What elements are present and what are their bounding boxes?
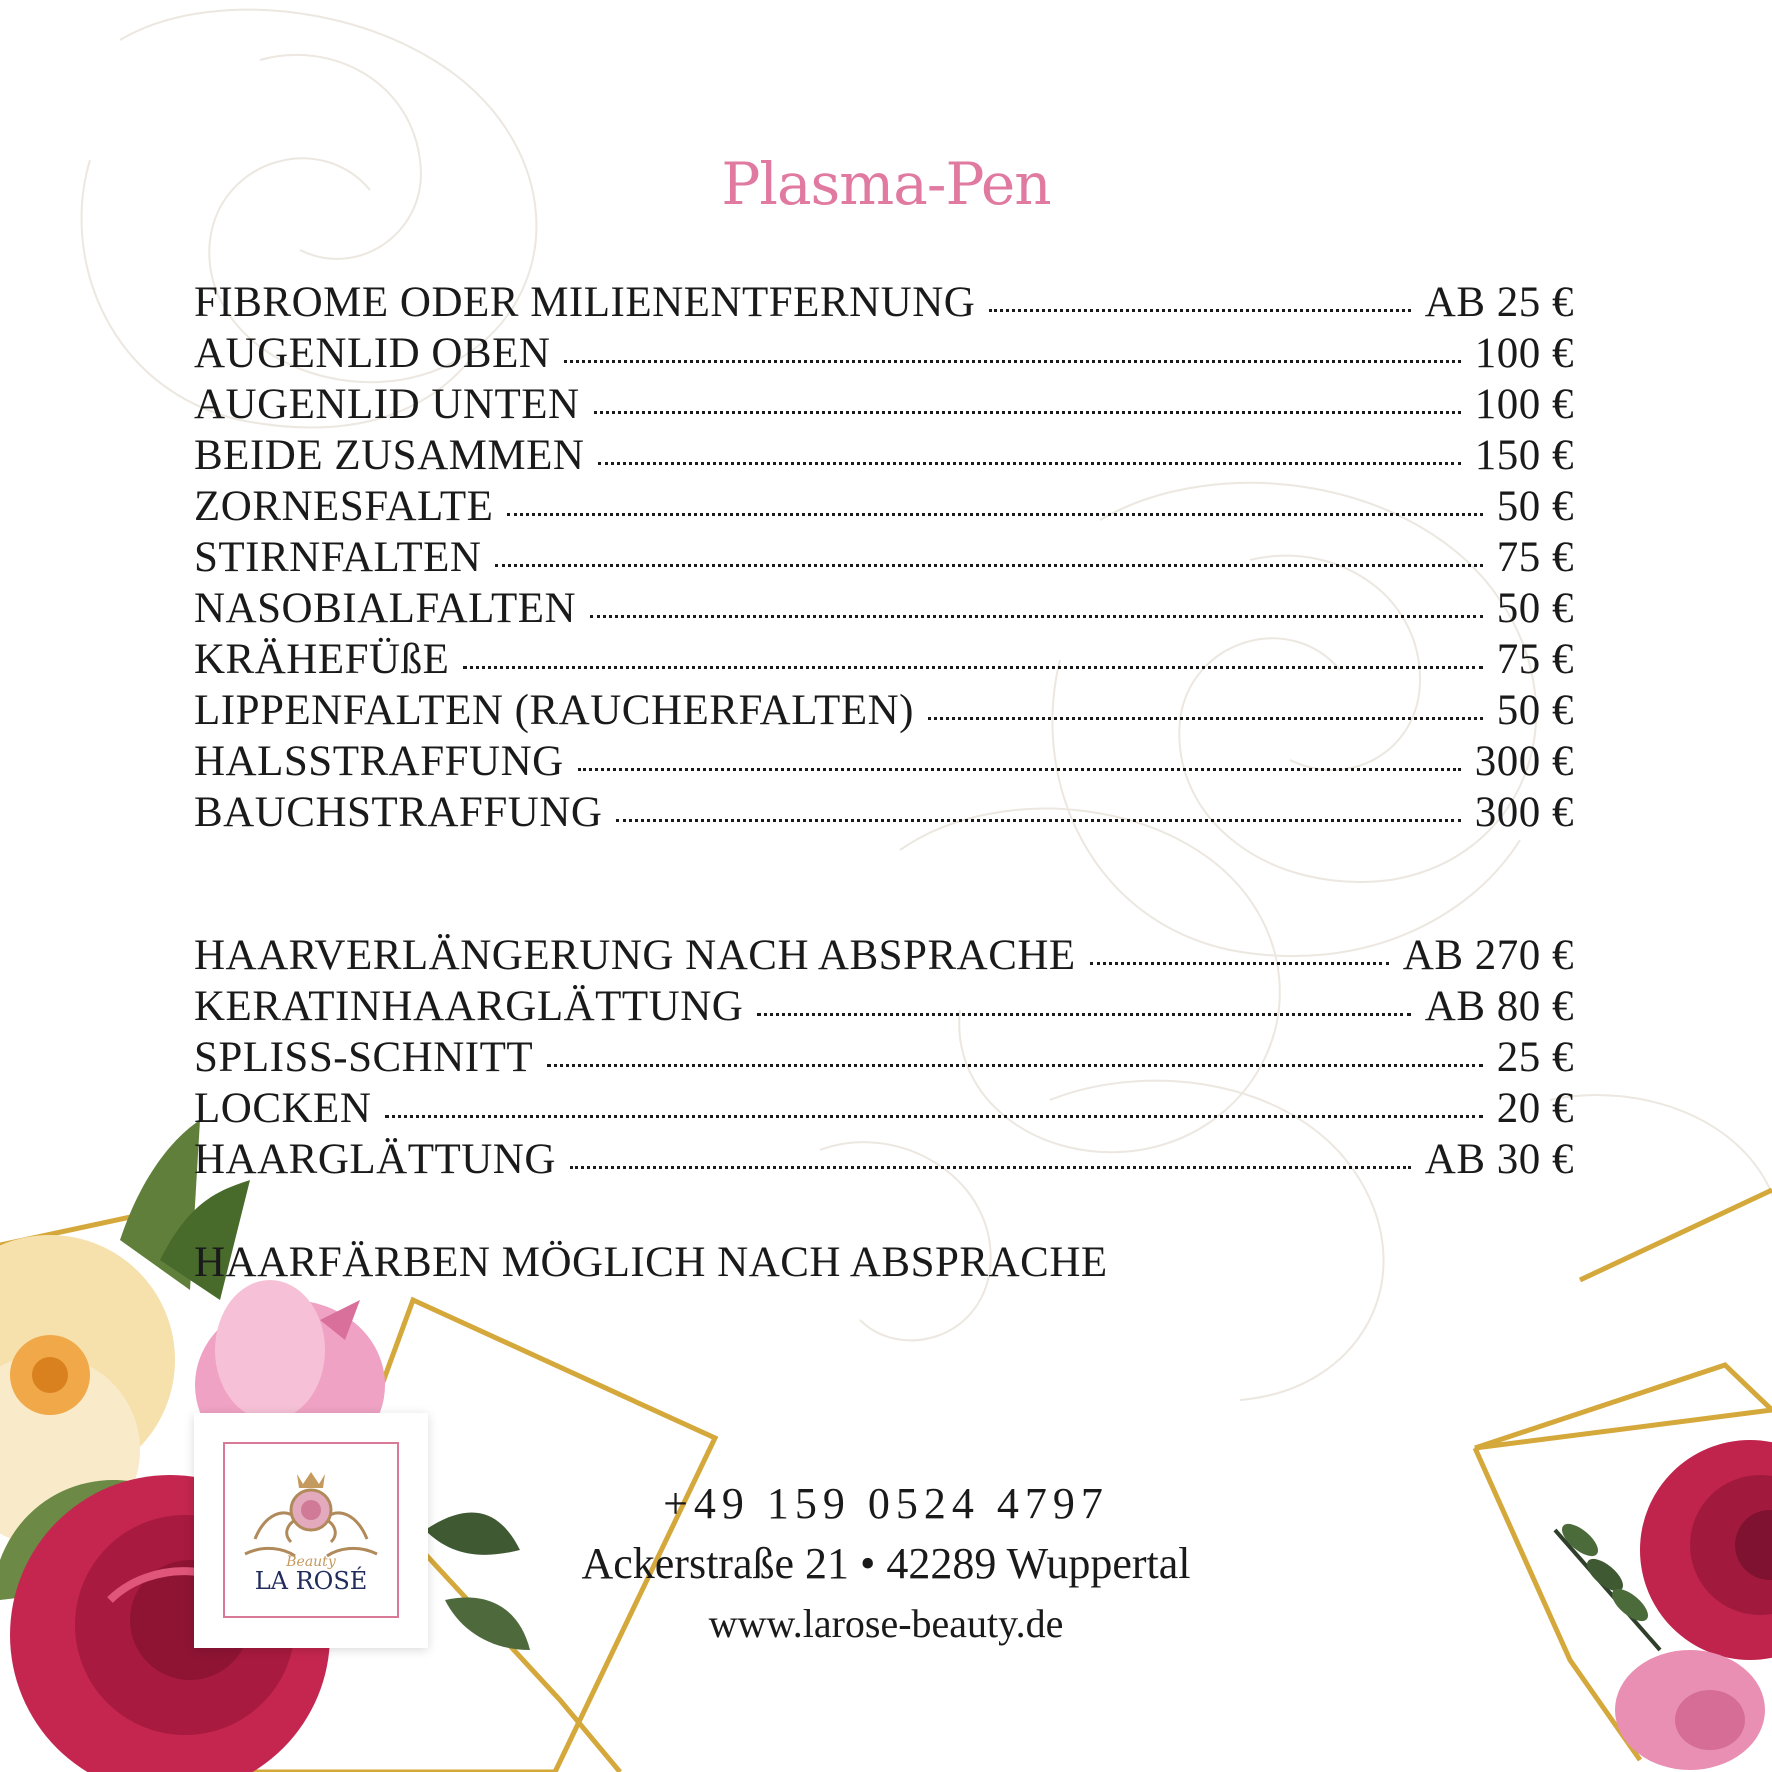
dot-leader <box>590 615 1483 618</box>
dot-leader <box>1090 962 1389 965</box>
service-price: 20 € <box>1496 1085 1574 1132</box>
price-row <box>194 686 1574 737</box>
service-price: 150 € <box>1474 432 1574 479</box>
hair-price-list <box>194 931 1574 1186</box>
service-name: FIBROME ODER MILIENENTFERNUNG <box>194 279 976 326</box>
phone-number: +49 159 0524 4797 <box>663 1479 1109 1528</box>
service-name: SPLISS-SCHNITT <box>194 1034 534 1081</box>
service-name: LIPPENFALTEN (RAUCHERFALTEN) <box>194 687 914 734</box>
dot-leader <box>989 309 1410 312</box>
dot-leader <box>495 564 1482 567</box>
price-row <box>194 431 1574 482</box>
dot-leader <box>463 666 1482 669</box>
dot-leader <box>578 768 1461 771</box>
price-row <box>194 584 1574 635</box>
service-price: AB 80 € <box>1424 983 1574 1030</box>
service-price: 50 € <box>1496 687 1574 734</box>
dot-leader <box>570 1166 1411 1169</box>
service-name: AUGENLID UNTEN <box>194 381 580 428</box>
service-price: 50 € <box>1496 483 1574 530</box>
service-price: 300 € <box>1474 789 1574 836</box>
price-row <box>194 931 1574 982</box>
service-name: HAARVERLÄNGERUNG NACH ABSPRACHE <box>194 932 1076 979</box>
dot-leader <box>928 717 1483 720</box>
price-row <box>194 635 1574 686</box>
service-price: 100 € <box>1474 381 1574 428</box>
dot-leader <box>594 411 1461 414</box>
service-price: AB 30 € <box>1424 1136 1574 1183</box>
dot-leader <box>507 513 1482 516</box>
service-price: 75 € <box>1496 636 1574 683</box>
price-row <box>194 1135 1574 1186</box>
price-row <box>194 329 1574 380</box>
price-row <box>194 1033 1574 1084</box>
service-name: NASOBIALFALTEN <box>194 585 577 632</box>
website-link[interactable]: www.larose-beauty.de <box>708 1601 1064 1646</box>
dot-leader <box>757 1013 1410 1016</box>
service-name: KRÄHEFÜßE <box>194 636 450 683</box>
price-row <box>194 982 1574 1033</box>
price-row <box>194 380 1574 431</box>
service-name: KERATINHAARGLÄTTUNG <box>194 983 744 1030</box>
service-name: BEIDE ZUSAMMEN <box>194 432 585 479</box>
dot-leader <box>547 1064 1483 1067</box>
price-row <box>194 482 1574 533</box>
dot-leader <box>564 360 1460 363</box>
service-name: ZORNESFALTE <box>194 483 494 530</box>
service-price: AB 25 € <box>1424 279 1574 326</box>
logo-frame <box>223 1442 399 1618</box>
price-row <box>194 737 1574 788</box>
service-name: HALSSTRAFFUNG <box>194 738 564 785</box>
service-name: STIRNFALTEN <box>194 534 482 581</box>
service-price: 25 € <box>1496 1034 1574 1081</box>
dot-leader <box>616 819 1460 822</box>
service-name: AUGENLID OBEN <box>194 330 551 377</box>
dot-leader <box>385 1115 1482 1118</box>
service-price: 50 € <box>1496 585 1574 632</box>
service-price: 300 € <box>1474 738 1574 785</box>
rose-crown-emblem-icon <box>225 1444 397 1616</box>
plasma-pen-price-list <box>194 278 1574 839</box>
service-price: 75 € <box>1496 534 1574 581</box>
price-row <box>194 533 1574 584</box>
dot-leader <box>598 462 1460 465</box>
hair-coloring-note: HAARFÄRBEN MÖGLICH NACH ABSPRACHE <box>194 1239 1108 1286</box>
price-row <box>194 1084 1574 1135</box>
logo-main-text: LA ROSÉ <box>254 1567 368 1595</box>
service-name: HAARGLÄTTUNG <box>194 1136 556 1183</box>
service-name: BAUCHSTRAFFUNG <box>194 789 603 836</box>
price-row <box>194 278 1574 329</box>
logo-script: Beauty <box>286 1554 336 1570</box>
service-price: AB 270 € <box>1402 932 1574 979</box>
service-price: 100 € <box>1474 330 1574 377</box>
price-row <box>194 788 1574 839</box>
address: Ackerstraße 21 • 42289 Wuppertal <box>581 1539 1191 1588</box>
service-name: LOCKEN <box>194 1085 372 1132</box>
page-title: Plasma-Pen <box>721 150 1051 218</box>
